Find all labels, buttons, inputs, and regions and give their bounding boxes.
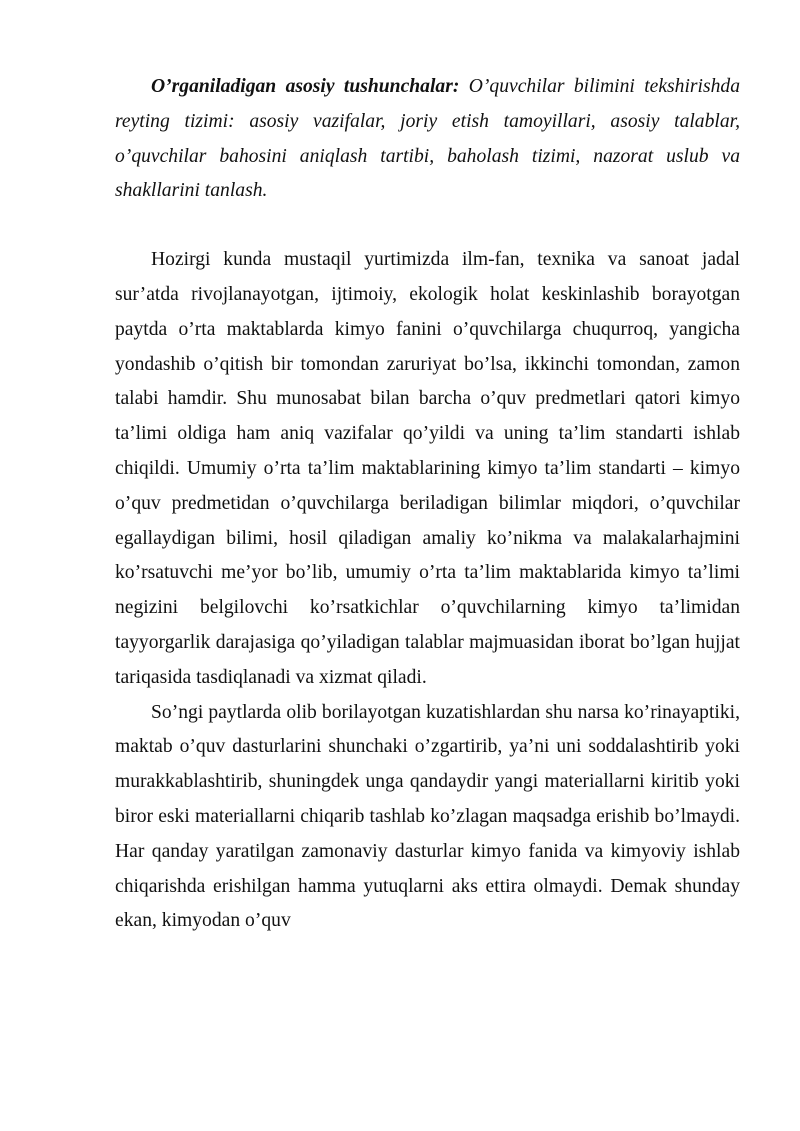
body-paragraph-1: Hozirgi kunda mustaqil yurtimizda ilm-fan, texnika va sanoat jadal sur’atda rivojlanayotgan, ijtimoiy, ekologik holat keskinlashib borayotgan paytda o’rta maktablarda kimyo fanini o’quvchilarga chuqurroq, yangicha yondashib o’qitish bir tomondan zaruriyat bo’lsa, ikkinchi tomondan, zamon talabi hamdir. Shu munosabat bilan barcha o’quv predmetlari qatori kimyo ta’limi oldiga ham aniq vazifalar qo’yildi va uning ta’lim standarti ishlab chiqildi. Umumiy o’rta ta’lim maktablarining kimyo ta’lim standarti – kimyo o’quv predmetidan o’quvchilarga beriladigan bilimlar miqdori, o’quvchilar egallaydigan bilimi, hosil qiladigan amaliy ko’nikma va malakalarhajmini ko’rsatuvchi me’yor bo’lib, umumiy o’rta ta’lim maktablarida kimyo ta’limi negizini belgilovchi ko’rsatkichlar o’quvchilarning kimyo ta’limidan tayyorgarlik darajasiga qo’yiladigan talablar majmuasidan iborat bo’lgan hujjat tariqasida tasdiqlanadi va xizmat qiladi. — [115, 249, 740, 688]
paragraph-gap — [115, 209, 740, 243]
intro-lead: O’rganiladigan asosiy tushunchalar: — [151, 76, 460, 97]
intro-paragraph — [115, 70, 740, 209]
body-paragraph-2: So’ngi paytlarda olib borilayotgan kuzatishlardan shu narsa ko’rinayaptiki, maktab o’quv dasturlarini shunchaki o’zgartirib, ya’ni uni soddalashtirib yoki murakkablashtirib, shuningdek unga qandaydir yangi materiallarni kiritib yoki biror eski materiallarni chiqarib tashlab ko’zlagan maqsadga erishib bo’lmaydi. Har qanday yaratilgan zamonaviy dasturlar kimyo fanida va kimyoviy ishlab chiqarishda erishilgan hamma yutuqlarni aks ettira olmaydi. Demak shunday ekan, kimyodan o’quv — [115, 701, 740, 932]
intro-text: O’quvchilar bilimini tekshirishda reyting tizimi: asosiy vazifalar, joriy etish tamoyillari, asosiy talablar, o’quvchilar bahosini aniqlash tartibi, baholash tizimi, nazorat uslub va shakllarini tanlash. — [115, 76, 740, 202]
